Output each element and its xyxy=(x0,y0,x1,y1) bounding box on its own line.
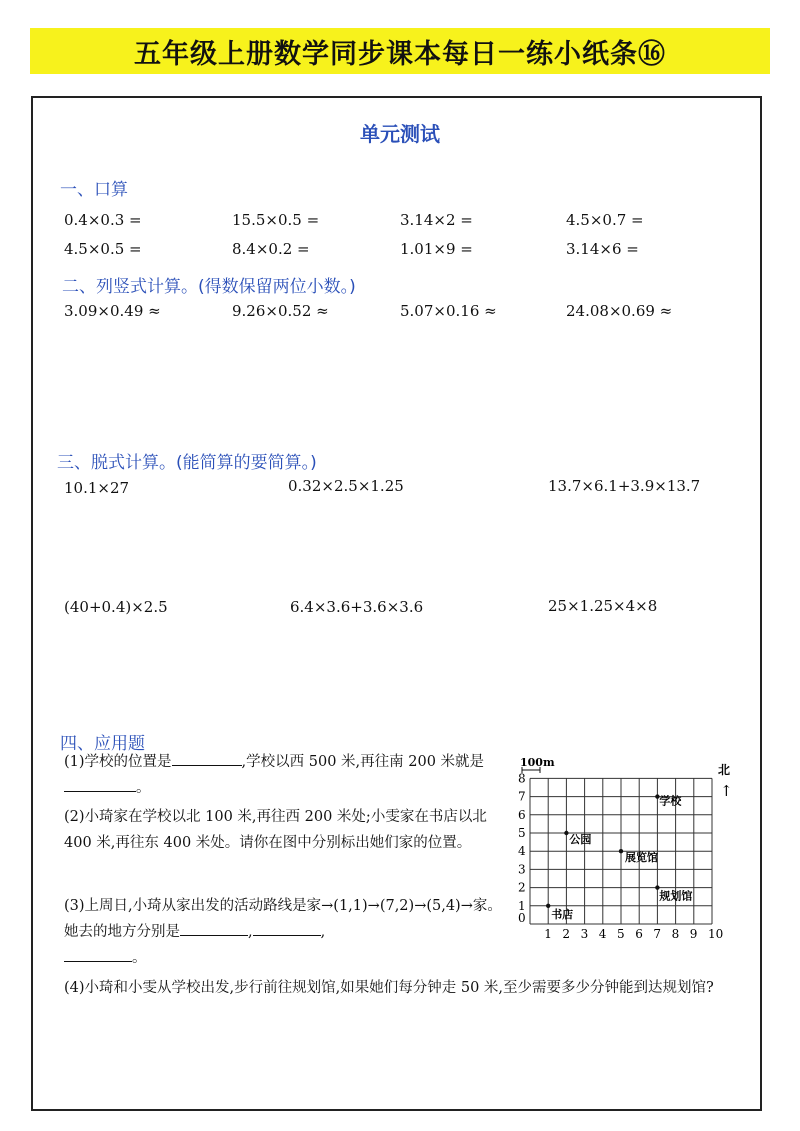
x-tick-label: 8 xyxy=(671,927,680,941)
y-tick-label: 4 xyxy=(518,844,526,859)
step-calc-item: 10.1×27 xyxy=(64,479,130,497)
question-1 xyxy=(64,749,504,801)
oral-calc-item: 3.14×6 = xyxy=(566,240,639,258)
oral-calc-item: 4.5×0.5 = xyxy=(64,240,142,258)
step-calc-item: (40+0.4)×2.5 xyxy=(64,598,168,616)
q3-text: (3)上周日,小琦从家出发的活动路线是家→(1,1)→(7,2)→(5,4)→家。她去的地方分别是 xyxy=(64,898,502,940)
section4-heading: 四、应用题 xyxy=(60,734,145,754)
x-tick-label: 10 xyxy=(708,927,724,941)
step-calc-item: 0.32×2.5×1.25 xyxy=(288,477,404,495)
x-tick-label: 4 xyxy=(598,927,607,941)
step-calc-item: 13.7×6.1+3.9×13.7 xyxy=(548,477,701,495)
question-3 xyxy=(64,893,504,971)
vertical-calc-item: 3.09×0.49 ≈ xyxy=(64,302,161,320)
header-banner xyxy=(30,28,770,74)
x-tick-label: 1 xyxy=(544,927,552,941)
map-places xyxy=(546,794,692,921)
place-marker xyxy=(546,904,550,908)
answer-blank[interactable] xyxy=(172,749,242,766)
scale-label: 100m xyxy=(520,756,555,769)
oral-calc-item: 15.5×0.5 = xyxy=(232,211,320,229)
section3-heading: 三、脱式计算。(能简算的要简算。) xyxy=(57,453,317,473)
q3-sep: , xyxy=(248,924,253,940)
question-2: (2)小琦家在学校以北 100 米,再往西 200 米处;小雯家在书店以北 400 米,再往东 400 米处。请你在图中分别标出她们家的位置。 xyxy=(64,809,487,851)
x-tick-label: 2 xyxy=(562,927,571,941)
y-tick-label: 1 xyxy=(518,898,526,913)
oral-calc-item: 3.14×2 = xyxy=(400,211,473,229)
step-calc-item: 6.4×3.6+3.6×3.6 xyxy=(290,598,424,616)
place-label: 书店 xyxy=(551,907,574,921)
section2-heading: 二、列竖式计算。(得数保留两位小数。) xyxy=(62,277,356,297)
oral-calc-item: 4.5×0.7 = xyxy=(566,211,644,229)
place-marker xyxy=(619,849,623,853)
oral-calc-item: 1.01×9 = xyxy=(400,240,473,258)
y-tick-label: 8 xyxy=(518,771,526,786)
q1-text-c: 。 xyxy=(136,780,151,796)
place-label: 学校 xyxy=(659,794,682,808)
place-label: 规划馆 xyxy=(659,889,693,903)
y-tick-label: 7 xyxy=(518,789,526,804)
page-title: 五年级上册数学同步课本每日一练小纸条⑯ xyxy=(134,38,666,70)
step-calc-item: 25×1.25×4×8 xyxy=(548,597,658,615)
x-tick-label: 3 xyxy=(580,927,589,941)
place-label: 展览馆 xyxy=(625,851,658,865)
answer-blank[interactable] xyxy=(64,945,132,962)
question-4: (4)小琦和小雯从学校出发,步行前往规划馆,如果她们每分钟走 50 米,至少需要多少分钟能到达规划馆? xyxy=(64,980,714,996)
x-tick-label: 6 xyxy=(635,927,643,941)
place-marker xyxy=(564,831,568,835)
coordinate-map xyxy=(510,752,750,952)
vertical-calc-item: 9.26×0.52 ≈ xyxy=(232,302,329,320)
y-tick-label: 2 xyxy=(518,880,526,895)
y-tick-label: 5 xyxy=(518,826,526,840)
north-arrow-icon: ↑ xyxy=(720,782,733,800)
x-tick-label: 9 xyxy=(689,927,698,941)
x-tick-label: 5 xyxy=(617,927,625,941)
q1-text-b: ,学校以西 500 米,再往南 200 米就是 xyxy=(241,754,485,770)
answer-blank[interactable] xyxy=(180,919,248,936)
section1-heading: 一、口算 xyxy=(60,180,128,200)
y-tick-label: 3 xyxy=(518,862,526,877)
q3-sep: , xyxy=(320,924,326,940)
north-label: 北 xyxy=(718,763,731,777)
y-tick-label: 6 xyxy=(518,807,526,822)
answer-blank[interactable] xyxy=(64,775,136,792)
oral-calc-item: 8.4×0.2 = xyxy=(232,240,310,258)
q3-end: 。 xyxy=(132,950,147,966)
unit-title: 单元测试 xyxy=(360,122,440,146)
oral-calc-item: 0.4×0.3 = xyxy=(64,211,142,229)
x-tick-label: 0 xyxy=(518,911,526,925)
place-label: 公园 xyxy=(569,833,592,846)
x-tick-label: 7 xyxy=(653,927,662,941)
q1-text-a: (1)学校的位置是 xyxy=(64,754,172,770)
vertical-calc-item: 5.07×0.16 ≈ xyxy=(400,302,497,320)
vertical-calc-item: 24.08×0.69 ≈ xyxy=(566,302,673,320)
answer-blank[interactable] xyxy=(253,919,321,936)
